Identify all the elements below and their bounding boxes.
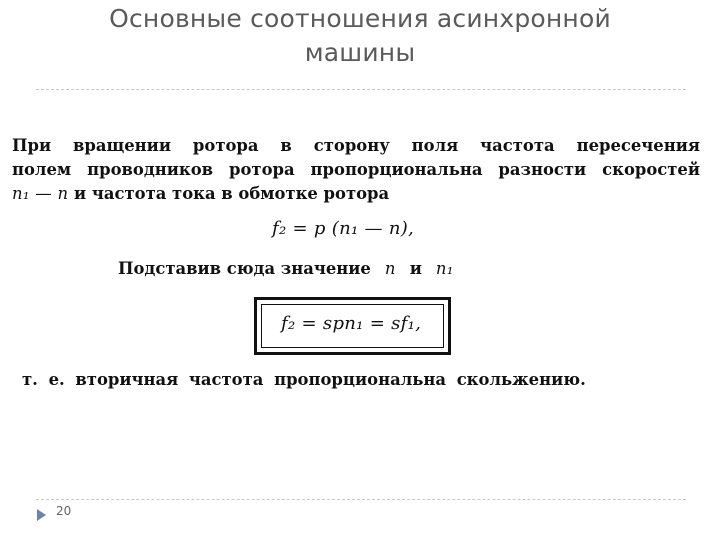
slip-frequency-equation: f₂ = spn₁ = sf₁, [281, 313, 422, 334]
conjunction: и [409, 259, 422, 278]
slide-title: Основные соотношения асинхронной машины [109, 4, 611, 67]
substitution-text: Подставив сюда значение [118, 259, 371, 278]
substitution-line [118, 259, 454, 278]
speed-difference-expression: n₁ — n [12, 184, 69, 203]
variable-n: n [384, 259, 396, 278]
variable-n1: n₁ [435, 259, 454, 278]
paragraph-line-2: полем проводников ротора пропорциональна разности скоростей [12, 160, 700, 179]
paragraph-line-1: При вращении ротора в сторону поля частота пересечения [12, 136, 700, 155]
bottom-divider [36, 499, 686, 500]
paragraph-line-3 [12, 182, 700, 206]
paragraph-line-3-text: и частота тока в обмотке ротора [74, 184, 390, 203]
scanned-paragraph [12, 134, 700, 206]
top-divider [36, 89, 686, 90]
rotor-frequency-equation: f₂ = p (n₁ — n), [272, 218, 415, 239]
conclusion-text: т. е. вторичная частота пропорциональна скольжению. [22, 370, 586, 389]
triangle-right-icon [37, 509, 46, 521]
page-number: 20 [56, 504, 72, 518]
